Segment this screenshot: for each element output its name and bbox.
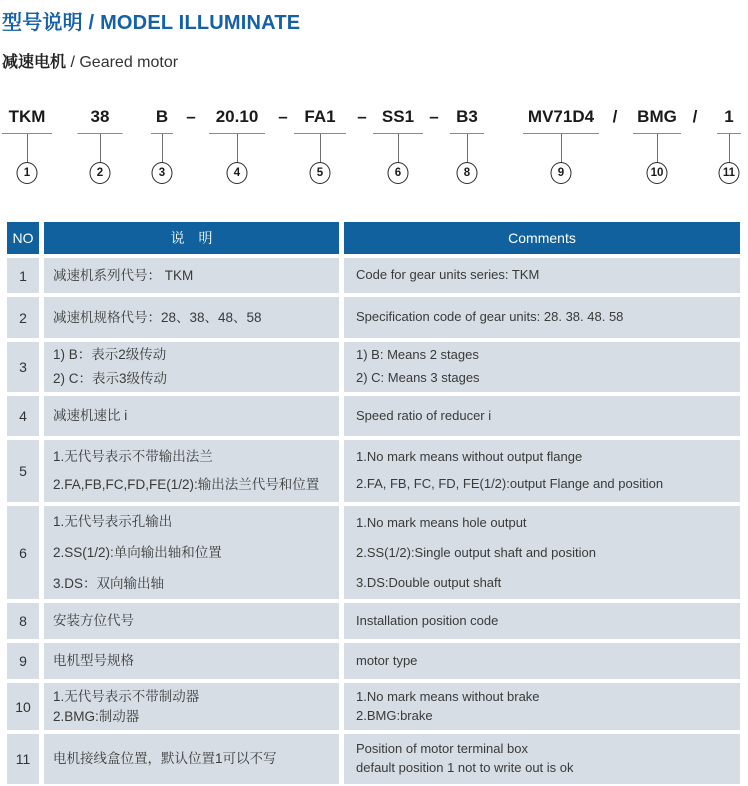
circled-number: 11	[719, 162, 740, 184]
row-description-cn: 1.无代号表示不带输出法兰 2.FA,FB,FC,FD,FE(1/2):输出法兰代号和位置	[44, 440, 339, 502]
column-header-no: NO	[7, 222, 39, 254]
row-no: 5	[7, 440, 39, 502]
circled-number: 1	[17, 162, 38, 184]
connector-line	[237, 134, 238, 163]
column-header-comments: Comments	[344, 222, 740, 254]
code-label: SS1	[381, 107, 415, 126]
dash-separator: –	[278, 107, 288, 126]
row-description-en: Position of motor terminal box default position 1 not to write out is ok	[344, 734, 740, 784]
row-description-cn: 1.无代号表示不带制动器 2.BMG:制动器	[44, 683, 339, 730]
connector-line	[27, 134, 28, 163]
circled-number: 2	[90, 162, 111, 184]
row-description-cn: 1.无代号表示孔输出 2.SS(1/2):单向输出轴和位置 3.DS：双向输出轴	[44, 506, 339, 599]
subtitle-cn: 减速电机	[2, 54, 67, 71]
row-description-cn: 减速机系列代号： TKM	[44, 258, 339, 293]
code-label: 1	[724, 107, 734, 126]
row-description-en: Installation position code	[344, 603, 740, 639]
row-description-cn: 1) B：表示2级传动 2) C：表示3级传动	[44, 342, 339, 392]
circled-number: 10	[647, 162, 668, 184]
row-description-cn: 电机型号规格	[44, 643, 339, 679]
row-description-en: Specification code of gear units: 28. 38. 48. 58	[344, 297, 740, 338]
row-no: 10	[7, 683, 39, 730]
column-header-cn: 说 明	[44, 222, 339, 254]
circled-number: 6	[388, 162, 409, 184]
model-code-diagram	[0, 100, 748, 195]
page-title: 型号说明 / MODEL ILLUMINATE	[2, 12, 301, 34]
row-description-en: 1) B: Means 2 stages 2) C: Means 3 stages	[344, 342, 740, 392]
slash-separator: /	[692, 107, 698, 126]
circled-number: 4	[227, 162, 248, 184]
code-label: TKM	[8, 107, 46, 126]
circled-number: 5	[310, 162, 331, 184]
code-label: B	[155, 107, 169, 126]
row-no: 11	[7, 734, 39, 784]
connector-line	[657, 134, 658, 163]
row-description-en: Speed ratio of reducer i	[344, 396, 740, 436]
connector-line	[561, 134, 562, 163]
row-no: 2	[7, 297, 39, 338]
code-label: BMG	[637, 107, 677, 126]
row-description-en: 1.No mark means without output flange 2.FA, FB, FC, FD, FE(1/2):output Flange and position	[344, 440, 740, 502]
code-label: 20.10	[215, 107, 259, 126]
row-description-cn: 减速机规格代号：28、38、48、58	[44, 297, 339, 338]
circled-number: 8	[457, 162, 478, 184]
code-label: B3	[456, 107, 478, 126]
dash-separator: –	[357, 107, 367, 126]
code-label: FA1	[304, 107, 336, 126]
connector-line	[729, 134, 730, 163]
row-description-en: Code for gear units series: TKM	[344, 258, 740, 293]
row-no: 9	[7, 643, 39, 679]
subtitle-en: Geared motor	[79, 54, 179, 71]
row-no: 3	[7, 342, 39, 392]
circled-number: 9	[551, 162, 572, 184]
spec-table	[7, 222, 740, 784]
dash-separator: –	[186, 107, 196, 126]
code-label: MV71D4	[527, 107, 595, 126]
row-description-cn: 减速机速比 i	[44, 396, 339, 436]
circled-number: 3	[152, 162, 173, 184]
row-description-cn: 电机接线盒位置，默认位置1可以不写	[44, 734, 339, 784]
dash-separator: –	[429, 107, 439, 126]
code-label: 38	[90, 107, 110, 126]
row-no: 4	[7, 396, 39, 436]
slash-separator: /	[612, 107, 618, 126]
section-subtitle	[2, 49, 178, 72]
row-description-en: 1.No mark means hole output 2.SS(1/2):Single output shaft and position 3.DS:Double output shaft	[344, 506, 740, 599]
row-description-en: motor type	[344, 643, 740, 679]
row-no: 8	[7, 603, 39, 639]
subtitle-separator: /	[66, 54, 80, 71]
row-description-en: 1.No mark means without brake 2.BMG:brake	[344, 683, 740, 730]
row-no: 1	[7, 258, 39, 293]
connector-line	[467, 134, 468, 163]
connector-line	[320, 134, 321, 163]
connector-line	[162, 134, 163, 163]
connector-line	[100, 134, 101, 163]
row-description-cn: 安装方位代号	[44, 603, 339, 639]
connector-line	[398, 134, 399, 163]
row-no: 6	[7, 506, 39, 599]
